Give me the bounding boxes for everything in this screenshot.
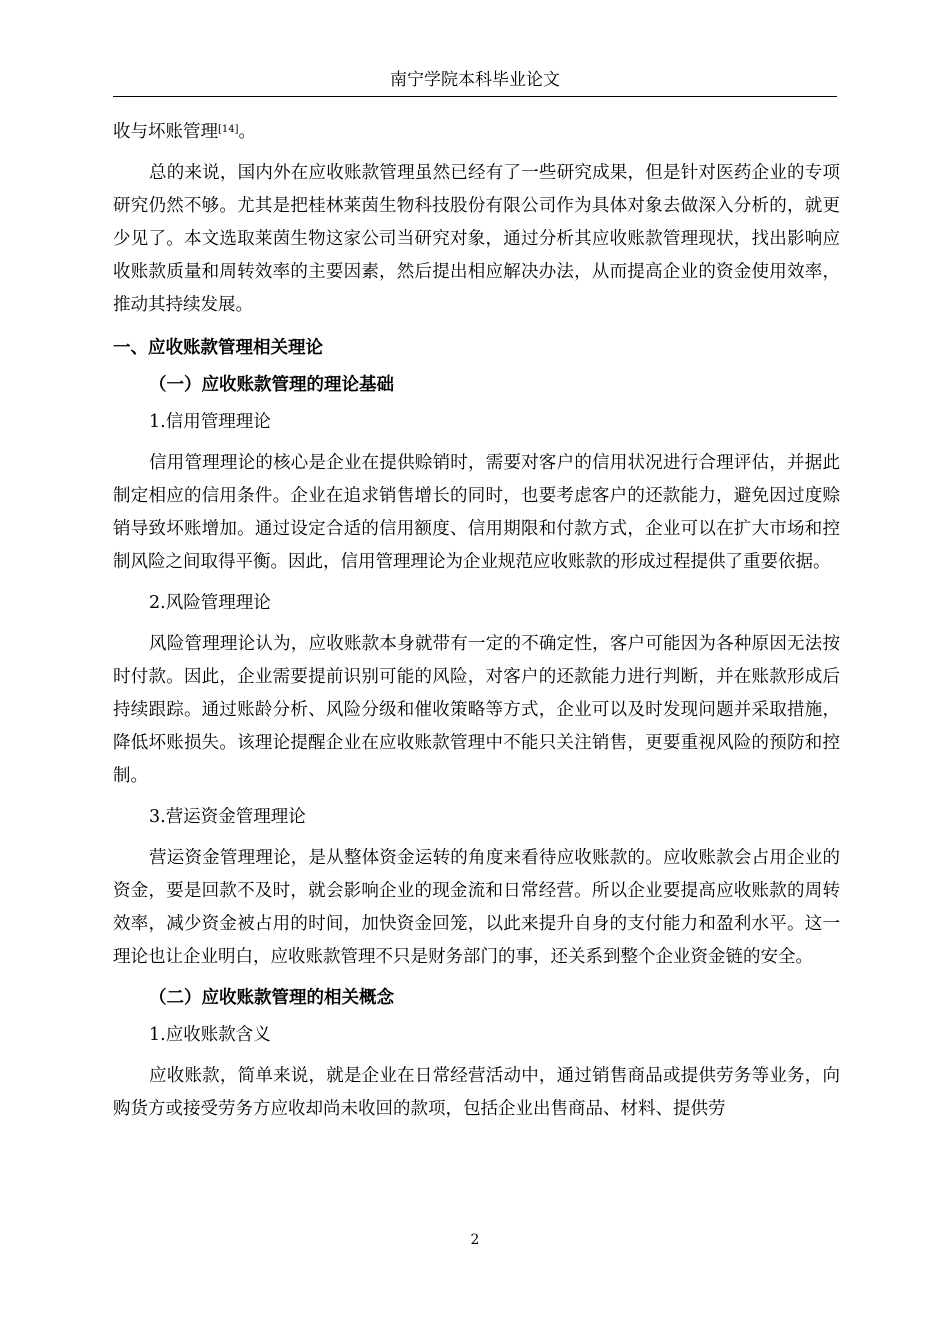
subsection-heading-2: （二）应收账款管理的相关概念 bbox=[149, 988, 394, 1008]
paragraph-continuation-tail: 。 bbox=[238, 122, 257, 142]
paragraph-receivables-definition: 应收账款，简单来说，就是企业在日常经营活动中，通过销售商品或提供劳务等业务，向购货方或接受劳务方应收却尚未收回的款项，包括企业出售商品、材料、提供劳 bbox=[113, 1066, 840, 1119]
page-number: 2 bbox=[470, 1232, 480, 1248]
section-heading-1: 一、应收账款管理相关理论 bbox=[113, 338, 323, 358]
paragraph-working-capital: 营运资金管理理论，是从整体资金运转的角度来看待应收账款的。应收账款会占用企业的资金，要是回款不及时，就会影响企业的现金流和日常经营。所以企业要提高应收账款的周转效率，减少资金被占用的时间，加快资金回笼，以此来提升自身的支付能力和盈利水平。这一理论也让企业明白，应收账款管理不只是财务部门的事，还关系到整个企业资金链的安全。 bbox=[113, 848, 840, 967]
page-body bbox=[113, 116, 840, 1126]
subheading-credit-management: 1.信用管理理论 bbox=[149, 412, 271, 432]
subheading-receivables-definition: 1.应收账款含义 bbox=[149, 1025, 271, 1045]
paragraph-continuation-text: 收与坏账管理 bbox=[113, 122, 218, 142]
page-header-title: 南宁学院本科毕业论文 bbox=[390, 70, 560, 90]
citation-superscript: [14] bbox=[218, 124, 239, 135]
subheading-working-capital: 3.营运资金管理理论 bbox=[149, 807, 306, 827]
paragraph-credit-management: 信用管理理论的核心是企业在提供赊销时，需要对客户的信用状况进行合理评估，并据此制定相应的信用条件。企业在追求销售增长的同时，也要考虑客户的还款能力，避免因过度赊销导致坏账增加。通过设定合适的信用额度、信用期限和付款方式，企业可以在扩大市场和控制风险之间取得平衡。因此，信用管理理论为企业规范应收账款的形成过程提供了重要依据。 bbox=[113, 453, 840, 572]
paragraph-risk-management: 风险管理理论认为，应收账款本身就带有一定的不确定性，客户可能因为各种原因无法按时付款。因此，企业需要提前识别可能的风险，对客户的还款能力进行判断，并在账款形成后持续跟踪。通过账龄分析、风险分级和催收策略等方式，企业可以及时发现问题并采取措施，降低坏账损失。该理论提醒企业在应收账款管理中不能只关注销售，更要重视风险的预防和控制。 bbox=[113, 634, 840, 786]
subheading-risk-management: 2.风险管理理论 bbox=[149, 593, 271, 613]
paragraph-continuation bbox=[113, 116, 840, 149]
subsection-heading-1: （一）应收账款管理的理论基础 bbox=[149, 375, 394, 395]
paragraph-summary: 总的来说，国内外在应收账款管理虽然已经有了一些研究成果，但是针对医药企业的专项研究仍然不够。尤其是把桂林莱茵生物科技股份有限公司作为具体对象去做深入分析的，就更少见了。本文选取莱茵生物这家公司当研究对象，通过分析其应收账款管理现状，找出影响应收账款质量和周转效率的主要因素，然后提出相应解决办法，从而提高企业的资金使用效率，推动其持续发展。 bbox=[113, 163, 840, 315]
header-divider bbox=[113, 96, 837, 97]
